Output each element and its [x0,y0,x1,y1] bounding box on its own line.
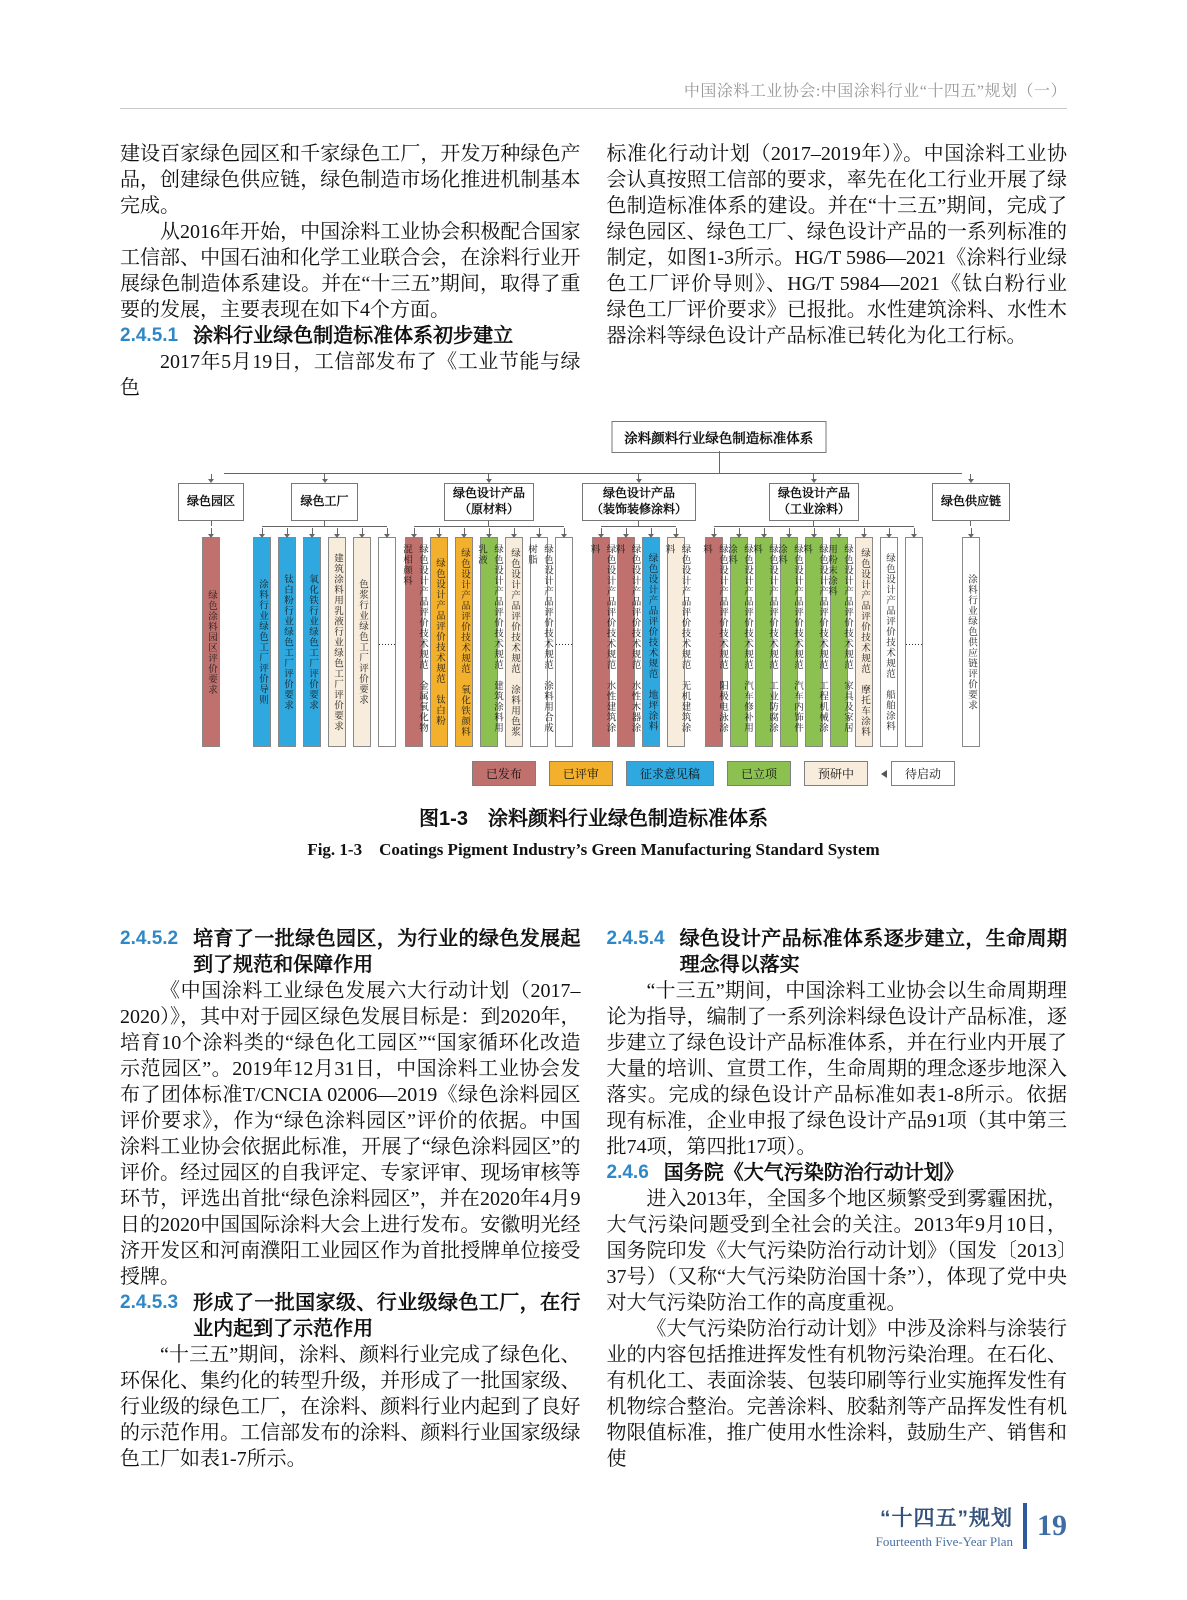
group-box-label: 绿色设计产品 [452,486,525,501]
section-heading-2451 [120,323,581,349]
standard-bar: …… [905,537,923,747]
footer-plan-text [876,1502,1013,1550]
standard-bar: 色浆行业绿色工厂评价要求 [353,537,371,747]
section-heading-2452 [120,926,581,978]
paragraph: 建设百家绿色园区和千家绿色工厂，开发万种绿色产品，创建绿色供应链，绿色制造市场化推进机制基本完成。 [120,143,581,217]
paragraph: 《大气污染防治行动计划》中涉及涂料与涂装行业的内容包括推进挥发性有机物污染治理。在石化、有机化工、表面涂装、包装印刷等行业实施挥发性有机物综合整治。完善涂料、胶黏剂等产品挥发性有机物限值标准，推广使用水性涂料，鼓励生产、销售和使 [606,1318,1067,1470]
standard-bar: 涂料行业绿色供应链评价要求 [962,537,980,747]
figure-caption-en: Fig. 1-3 Coatings Pigment Industry’s Green Manufacturing Standard System [307,840,880,859]
group-bars [202,521,220,747]
legend-item: 待启动 [891,761,955,786]
group-bars [400,521,573,747]
group-bars [253,521,396,747]
diagram-root-row [178,421,1010,451]
bars-row [400,527,573,747]
standard-bar: 绿色设计产品评价技术规范 无机建筑涂料 [667,537,685,747]
group-box-label: 绿色设计产品 [602,486,675,501]
legend-item: 已立项 [727,761,791,786]
page-footer [876,1502,1067,1550]
standard-bar: …… [378,537,396,747]
diagram-legend [178,761,955,786]
standard-bar: 绿色设计产品评价技术规范 氧化铁颜料 [455,537,473,747]
section-number: 2.4.5.3 [120,1292,179,1313]
standard-bar: 绿色设计产品评价技术规范 汽车内饰件涂料 [780,537,798,747]
standard-bar: 建筑涂料用乳液行业绿色工厂评价要求 [328,537,346,747]
paragraph: 《中国涂料工业绿色发展六大行动计划（2017–2020）》，其中对于园区绿色发展目标是：到2020年，培育10个涂料类的“绿色化工园区”“国家循环化改造示范园区”。2019年12月31日，中国涂料工业协会发布了团体标准T/CNCIA 02006—2019《绿色涂料园区评价要求》，作为“绿色涂料园区”评价的依据。中国涂料工业协会依据此标准，开展了“绿色涂料园区”的评价。经过园区的自我评定、专家评审、现场审核等环节，评选出首批“绿色涂料园区”，并在2020年4月9日的2020中国国际涂料大会上进行发布。安徽明光经济开发区和河南濮阳工业园区作为首批授牌单位接受授牌。 [120,980,581,1288]
section-heading-2453 [120,1290,581,1342]
diagram-group [932,474,1010,747]
page-number: 19 [1037,1509,1067,1542]
diagram [178,421,1010,786]
legend-item: 已评审 [549,761,613,786]
standard-bar: 绿色设计产品评价技术规范 船舶涂料 [880,537,898,747]
paragraph: 2017年5月19日，工信部发布了《工业节能与绿色 [120,351,581,399]
right-column-top [607,141,1068,401]
paragraph: 标准化行动计划（2017–2019年）》。中国涂料工业协会认真按照工信部的要求，率先在化工行业开展了绿色制造标准体系的建设。并在“十三五”期间，完成了绿色园区、绿色工厂、绿色设计产品的一系列标准的制定，如图1-3所示。HG/T 5986—2021《涂料行业绿色工厂评价导则》、HG/T 5984—2021《钛白粉行业绿色工厂评价要求》已报批。水性建筑涂料、水性木器涂料等绿色设计产品标准已转化为化工行标。 [606,143,1067,347]
diagram-group-box [932,483,1010,521]
group-bars [700,521,923,747]
standard-bar: 绿色设计产品评价技术规范 汽车修补用涂料 [730,537,748,747]
paragraph: “十三五”期间，中国涂料工业协会以生命周期理论为指导，编制了一系列涂料绿色设计产品标准，逐步建立了绿色设计产品标准体系，并在行业内开展了大量的培训、宣贯工作，生命周期的理念逐步地深入落实。完成的绿色设计产品标准如表1-8所示。依据现有标准，企业申报了绿色设计产品91项（其中第三批74项，第四批17项）。 [606,980,1067,1158]
section-title: 涂料行业绿色制造标准体系初步建立 [193,325,514,347]
group-bars [962,521,980,747]
group-box-label: （原材料） [458,502,519,516]
standard-bar: 绿色设计产品评价技术规范 工程机械涂料 [805,537,823,747]
standard-bar: 绿色设计产品评价技术规范 家具及家居用粉末涂料 [830,537,848,747]
group-box-label: （装饰装修涂料） [590,502,687,516]
left-column-top [120,141,581,401]
footer-plan-cn: “十四五”规划 [880,1507,1013,1530]
legend-item: 预研中 [804,761,868,786]
standard-bar: 绿色涂料园区评价要求 [202,537,220,747]
paragraph: “十三五”期间，涂料、颜料行业完成了绿色化、环保化、集约化的转型升级，并形成了一批国家级、行业级的绿色工厂，在涂料、颜料行业内起到了良好的示范作用。工信部发布的涂料、颜料行业国家级绿色工厂如表1-7所示。 [120,1344,581,1470]
diagram-group [400,474,573,747]
running-header: 中国涂料工业协会:中国涂料行业“十四五”规划（一） [683,83,1067,100]
section-title: 形成了一批国家级、行业级绿色工厂，在行业内起到了示范作用 [193,1292,581,1340]
standard-bar: 钛白粉行业绿色工厂评价要求 [278,537,296,747]
section-number: 2.4.5.1 [120,325,179,346]
group-box-label: 绿色设计产品 [777,486,850,501]
standard-bar: 绿色设计产品评价技术规范 建筑涂料用乳液 [480,537,498,747]
diagram-group-box [444,483,534,521]
group-box-label: 绿色供应链 [940,494,1001,509]
section-title: 绿色设计产品标准体系逐步建立，生命周期理念得以落实 [679,928,1067,976]
standard-bar: 绿色设计产品评价技术规范 水性木器涂料 [617,537,635,747]
connector-line [970,521,971,526]
figure-caption-cn: 图1-3 涂料颜料行业绿色制造标准体系 [419,808,768,830]
group-box-label: 绿色园区 [187,494,236,509]
bars-row [253,527,396,747]
bars-row [202,527,220,747]
standard-bar: 绿色设计产品评价技术规范 地坪涂料 [642,537,660,747]
diagram-group [700,474,923,747]
group-box-label: 绿色工厂 [300,494,349,509]
diagram-group [253,474,396,747]
section-number: 2.4.6 [606,1162,649,1183]
standard-bar: 绿色设计产品评价技术规范 阳极电泳涂料 [705,537,723,747]
paragraph: 进入2013年，全国多个地区频繁受到雾霾困扰，大气污染问题受到全社会的关注。2013年9月10日，国务院印发《大气污染防治行动计划》（国发〔2013〕37号）（又称“大气污染防治国十条”），体现了党中央对大气污染防治工作的高度重视。 [606,1188,1067,1314]
group-box-label: （工业涂料） [777,502,850,516]
diagram-group-box [178,483,244,521]
standard-bar: 绿色设计产品评价技术规范 水性建筑涂料 [592,537,610,747]
right-column-bottom [607,926,1068,1472]
standard-bar: …… [555,537,573,747]
standard-bar: 绿色设计产品评价技术规范 工业防腐涂料 [755,537,773,747]
group-bars [588,521,690,747]
diagram-group-box [769,483,859,521]
standard-bar: 绿色设计产品评价技术规范 摩托车涂料 [855,537,873,747]
diagram-root-box: 涂料颜料行业绿色制造标准体系 [611,421,826,453]
standard-bar: 涂料行业绿色工厂评价导则 [253,537,271,747]
left-column-bottom [120,926,581,1472]
diagram-group [178,474,244,747]
diagram-root-connector [178,451,1010,473]
bottom-columns [120,926,1067,1472]
standard-bar: 绿色设计产品评价技术规范 涂料用色浆 [505,537,523,747]
diagram-groups [178,474,1010,747]
legend-arrow-icon [881,770,887,778]
section-number: 2.4.5.4 [606,928,665,949]
legend-item: 征求意见稿 [626,761,714,786]
section-heading-246 [607,1160,1068,1186]
footer-divider [1023,1503,1027,1549]
standard-bar: 绿色设计产品评价技术规范 金属氧化物混相颜料 [405,537,423,747]
diagram-group-box [582,483,696,521]
top-columns [120,141,1067,401]
diagram-group-box [291,483,357,521]
header-rule [120,108,1067,109]
paragraph: 从2016年开始，中国涂料工业协会积极配合国家工信部、中国石油和化学工业联合会，在涂料行业开展绿色制造体系建设。并在“十三五”期间，取得了重要的发展，主要表现在如下4个方面。 [120,221,581,321]
figure-1-3 [120,421,1067,860]
section-title: 国务院《大气污染防治行动计划》 [663,1162,964,1184]
section-number: 2.4.5.2 [120,928,179,949]
footer-plan-en: Fourteenth Five-Year Plan [875,1534,1013,1549]
legend-item: 已发布 [472,761,536,786]
bars-row [962,527,980,747]
diagram-group [582,474,696,747]
bars-row [588,527,690,747]
section-title: 培育了一批绿色园区，为行业的绿色发展起到了规范和保障作用 [193,928,581,976]
bars-row [700,527,923,747]
standard-bar: 氧化铁行业绿色工厂评价要求 [303,537,321,747]
section-heading-2454 [607,926,1068,978]
standard-bar: 绿色设计产品评价技术规范 钛白粉 [430,537,448,747]
standard-bar: 绿色设计产品评价技术规范 涂料用合成树脂 [530,537,548,747]
connector-line [211,521,212,526]
